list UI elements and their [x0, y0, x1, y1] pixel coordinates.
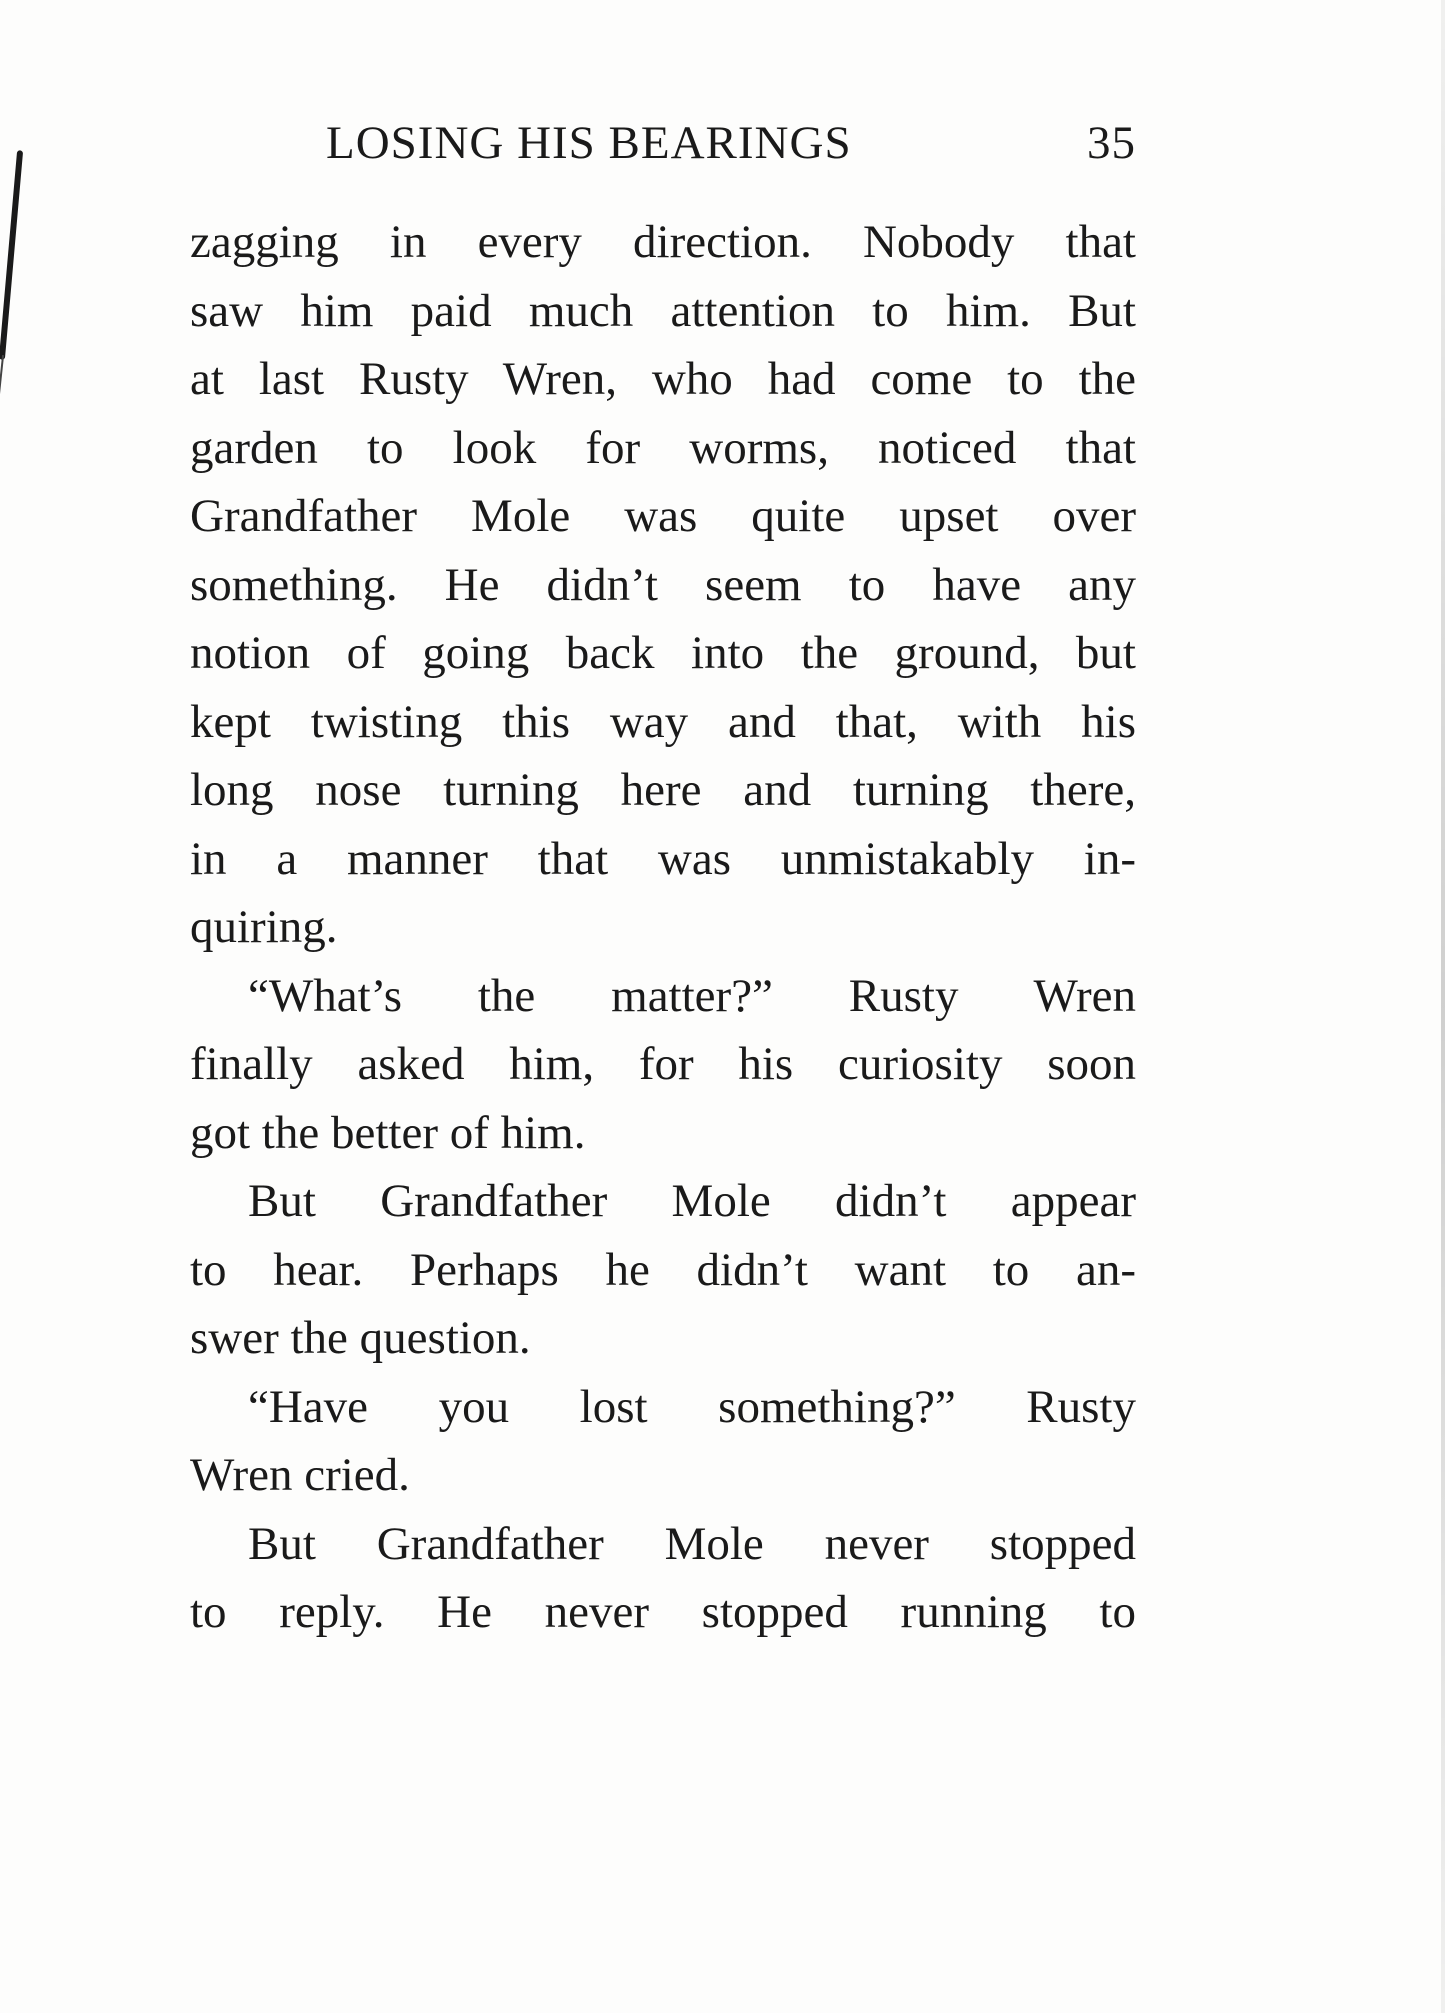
text-line: swer the question.	[190, 1312, 531, 1364]
text-line: finally asked him, for his curiosity soon	[190, 1038, 1136, 1090]
text-line: But Grandfather Mole never stopped	[248, 1517, 1136, 1570]
text-line: “What’s the matter?” Rusty Wren	[248, 969, 1136, 1022]
text-line: zagging in every direction. Nobody that	[190, 216, 1136, 268]
paragraph	[190, 1167, 1136, 1373]
text-line: Grandfather Mole was quite upset over	[190, 490, 1136, 542]
paragraph	[190, 962, 1136, 1168]
text-line: to reply. He never stopped running to	[190, 1586, 1136, 1638]
page-edge-shadow	[1441, 0, 1445, 2013]
margin-pen-mark	[0, 150, 23, 360]
text-line: garden to look for worms, noticed that	[190, 421, 1136, 474]
text-line: at last Rusty Wren, who had come to the	[190, 353, 1136, 405]
body-text	[190, 208, 1136, 1647]
text-line: got the better of him.	[190, 1106, 586, 1159]
paragraph	[190, 1510, 1136, 1647]
page-number: 35	[1087, 117, 1136, 169]
paragraph	[190, 208, 1136, 962]
text-line: long nose turning here and turning there,	[190, 764, 1136, 816]
text-line: something. He didn’t seem to have any	[190, 558, 1136, 611]
running-header	[326, 116, 1136, 176]
text-line: saw him paid much attention to him. But	[190, 284, 1136, 337]
text-line: to hear. Perhaps he didn’t want to an-	[190, 1243, 1136, 1296]
margin-pen-mark-tail	[0, 355, 4, 395]
text-line: “Have you lost something?” Rusty	[248, 1380, 1136, 1433]
text-line: quiring.	[190, 901, 338, 953]
text-line: But Grandfather Mole didn’t appear	[248, 1175, 1136, 1227]
chapter-title: LOSING HIS BEARINGS	[326, 117, 852, 169]
paragraph	[190, 1373, 1136, 1510]
text-line: Wren cried.	[190, 1449, 410, 1501]
text-line: notion of going back into the ground, but	[190, 627, 1136, 679]
text-line: in a manner that was unmistakably in-	[190, 832, 1136, 885]
text-line: kept twisting this way and that, with his	[190, 695, 1136, 748]
